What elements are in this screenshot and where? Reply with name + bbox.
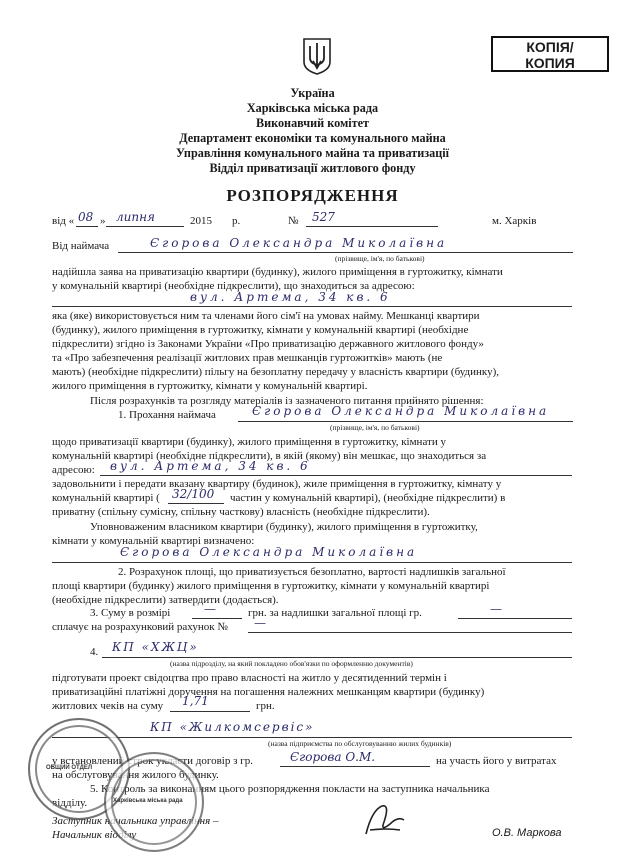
date-prefix: від « <box>52 215 75 227</box>
p4-line2: комунальній квартирі (необхідне підкреслити), в якій (якому) він мешкає, що знаходиться за <box>52 450 487 462</box>
p12-line2: відділу. <box>52 797 88 809</box>
p9-label: 4. <box>90 646 99 658</box>
p3-name-line <box>238 421 573 422</box>
p6-line2: кімнати у комунальній квартирі визначено: <box>52 535 255 547</box>
p2-line1: яка (яке) використовується ним та членами його сім'ї на умовах найму. Мешканці квартири <box>52 310 480 322</box>
p8-account-dash: — <box>254 616 266 630</box>
header-council: Харківська міська рада <box>246 101 379 115</box>
date-day-line <box>76 226 98 227</box>
amount: 1,71 <box>182 694 209 708</box>
p4-line1: щодо приватизації квартири (будинку), жилого приміщення в гуртожитку, кімнати у <box>52 436 446 448</box>
p7-line1: 2. Розрахунок площі, що приватизується безоплатно, вартості надлишків загальної <box>118 566 506 578</box>
date-suffix: р. <box>232 215 241 227</box>
header-directorate: Управління комунального майна та приватизації <box>175 146 450 160</box>
applicant-caption: (прізвище, ім'я, по батькові) <box>335 254 425 263</box>
p8-person-line <box>458 618 572 619</box>
number-line <box>306 226 438 227</box>
header-country: Україна <box>290 86 335 100</box>
signer-name: О.В. Маркова <box>492 827 562 839</box>
applicant-line <box>118 252 573 253</box>
p8-person-dash: — <box>490 602 502 616</box>
copy-stamp-line1: КОПІЯ/ <box>526 39 574 55</box>
p6-line1: Уповноваженим власником квартири (будинку), жилого приміщення в гуртожитку, <box>90 521 478 533</box>
document-title: РОЗПОРЯДЖЕННЯ <box>226 186 399 205</box>
header-department: Департамент економіки та комунального майна <box>179 131 446 145</box>
owner: Єгорова Олександра Миколаївна <box>120 545 418 559</box>
service-line <box>52 737 572 738</box>
number-label: № <box>288 215 299 227</box>
footer-role-line2: Начальник відділу <box>52 829 137 841</box>
p10-line3a: житлових чеків на суму <box>52 700 164 712</box>
document-number: 527 <box>312 210 335 224</box>
p2-line2: (будинку), жилого приміщення в гуртожитку, кімнати у комунальній квартирі (необхідне <box>52 324 469 336</box>
p10-line2: приватизаційні платіжні доручення на погашення належних мешканцям квартири (будинку) <box>52 686 485 698</box>
p3-name: Єгорова Олександра Миколаївна <box>252 404 550 418</box>
applicant-name: Єгорова Олександра Миколаївна <box>150 236 448 250</box>
document-page: КОПІЯ/ КОПИЯ Україна Харківська міська рада Виконавчий комітет Департамент економіки та комунального майна Управління комунального майна та приватизації Відділ приватизації житлового фонду РОЗПОРЯДЖЕННЯ від « 08 » липня 2015 р. № 527 м. Харків Від наймача Єгорова Олександра Миколаївна (прізвище, ім'я, по батькові) надійшла заява на приватизацію квартири (будинку), жилого приміщення в гуртожитку, кімнати у комунальній квартирі (необхідне підкреслити), що знаходиться за адресою: вул. Артема, 34 кв. 6 яка (яке) використовується ним та членами його сім'ї на умовах найму. Мешканці квартири (будинку), жилого приміщення в гуртожитку, кімнати у комунальній квартирі (необхідне підкреслити) згідно із Законами України «Про приватизацію державного житлового фонду» та «Про забезпечення реалізації житлових прав мешканців гуртожитків» мають (не мають) (необхідне підкреслити) пільгу на безоплатну передачу у власність квартири (будинку), жилого приміщення в гуртожитку, кімнати у комунальній квартирі. Після розрахунків та розгляду матеріалів із зазначеного питання прийнято рішення: 1. Прохання наймача Єгорова Олександра Миколаївна (прізвище, ім'я, по батькові) щодо приватизації квартири (будинку), жилого приміщення в гуртожитку, кімнати у комунальній квартирі (необхідне підкреслити), в якій (якому) він мешкає, що знаходиться за адресою: вул. Артема, 34 кв. 6 задовольнити і передати вказану квартиру (будинок), жиле приміщення в гуртожитку, кімнату у комунальній квартирі ( 32/100 частин у комунальній квартирі), (необхідне підкреслити) в приватну (спільну сумісну, спільну часткову) власність (необхідне підкреслити). Уповноваженим власником квартири (будинку), жилого приміщення в гуртожитку, кімнати у комунальній квартирі визначено: Єгорова Олександра Миколаївна 2. Розрахунок площі, що приватизується безоплатно, вартості надлишків загальної площі квартири (будинку) жилого приміщення в гуртожитку, кімнати у комунальній квартирі (необхідне підкреслити) затвердити (додається). 3. Суму в розмірі — грн. за надлишки загальної площі гр. — сплачує на розрахунковий рахунок № — 4. КП «ХЖЦ» (назва підрозділу, на який покладено обов'язки по оформленню документів) підготувати проект свідоцтва про право власності на житло у десятиденний термін і приватизаційні платіжні доручення на погашення належних мешканцям квартири (будинку) житлових чеків на суму 1,71 грн. КП «Жилкомсервіс» (назва підприємства по обслуговуванню жилих будинків) у встановлений строк укласти договір з гр. Єгорова О.М. на участь його у витратах на обслуговування жилого будинку. 5. Контроль за виконанням цього розпорядження покласти на заступника начальника відділу. Заступник начальника управління – Начальник відділу О.В. Маркова ОБЩИЙ ОТДЕЛ Харківська міська рада <box>0 0 625 867</box>
p7-line3: (необхідне підкреслити) затвердити (додається). <box>52 594 279 606</box>
p10-line1: підготувати проект свідоцтва про право власності на житло у десятиденний термін і <box>52 672 447 684</box>
p2-line5: мають) (необхідне підкреслити) пільгу на безоплатну передачу у власність квартири (будинку), <box>52 366 500 378</box>
p3-line1: Після розрахунків та розгляду матеріалів із зазначеного питання прийнято рішення: <box>90 395 484 407</box>
owner-line <box>52 562 572 563</box>
applicant-label: Від наймача <box>52 240 110 252</box>
p2-line3: підкреслити) згідно із Законами України «Про приватизацію державного житлового фонду» <box>52 338 484 350</box>
p10-line3b: грн. <box>256 700 275 712</box>
p5-line3: приватну (спільну сумісну, спільну часткову) власність (необхідне підкреслити). <box>52 506 430 518</box>
p11-line1a: у встановлений строк укласти договір з гр. <box>52 755 253 767</box>
p12-line1: 5. Контроль за виконанням цього розпорядження покласти на заступника начальника <box>90 783 490 795</box>
date-year: 2015 <box>190 215 212 227</box>
address1: вул. Артема, 34 кв. 6 <box>190 290 391 304</box>
p5-line1: задовольнити і передати вказану квартиру (будинок), жиле приміщення в гуртожитку, кімнату у <box>52 478 502 490</box>
p8-line1a: 3. Суму в розмірі <box>90 607 171 619</box>
p3-item1: 1. Прохання наймача <box>118 409 216 421</box>
p8-sum-line <box>192 618 242 619</box>
p1-line2: у комунальній квартирі (необхідне підкреслити), що знаходиться за адресою: <box>52 280 415 292</box>
city: м. Харків <box>492 215 537 227</box>
footer-role-line1: Заступник начальника управління – <box>52 815 219 827</box>
date-day: 08 <box>78 210 94 224</box>
service: КП «Жилкомсервіс» <box>150 720 315 734</box>
p3-caption: (прізвище, ім'я, по батькові) <box>330 423 420 432</box>
signature-icon <box>360 800 410 840</box>
p5-line2b: частин у комунальній квартирі), (необхідне підкреслити) в <box>230 492 506 504</box>
seal-left-text: ОБЩИЙ ОТДЕЛ <box>46 765 93 771</box>
copy-stamp <box>491 36 609 72</box>
p9-caption: (назва підрозділу, на який покладено обов'язки по оформленню документів) <box>170 659 413 668</box>
header-division: Відділ приватизації житлового фонду <box>209 161 416 175</box>
p8-sum-dash: — <box>204 602 216 616</box>
p8-account-line <box>248 632 572 633</box>
p11-name-line <box>280 766 430 767</box>
share: 32/100 <box>172 487 215 501</box>
p1-line1: надійшла заява на приватизацію квартири (будинку), жилого приміщення в гуртожитку, кімнати <box>52 266 503 278</box>
coat-of-arms-icon <box>301 36 333 76</box>
p11-line2: на обслуговування жилого будинку. <box>52 769 219 781</box>
unit: КП «ХЖЦ» <box>112 640 199 654</box>
p4-address-label: адресою: <box>52 464 95 476</box>
seal-center-text: Харківська міська рада <box>113 798 183 804</box>
p7-line2: площі квартири (будинку) жилого приміщення в гуртожитку, кімнати у комунальній квартирі <box>52 580 490 592</box>
date-month-line <box>106 226 184 227</box>
p5-line2a: комунальній квартирі ( <box>52 492 160 504</box>
share-line <box>168 503 224 504</box>
p8-line2: сплачує на розрахунковий рахунок № <box>52 621 228 633</box>
address1-line <box>52 306 572 307</box>
unit-line <box>102 657 572 658</box>
date-month: липня <box>116 210 155 224</box>
p2-line6: жилого приміщення в гуртожитку, кімнати у комунальній квартирі. <box>52 380 368 392</box>
p11-line1b: на участь його у витратах <box>436 755 557 767</box>
copy-stamp-line2: КОПИЯ <box>525 55 575 71</box>
p11-caption: (назва підприємства по обслуговуванню жилих будинків) <box>268 739 452 748</box>
address2: вул. Артема, 34 кв. 6 <box>110 459 311 473</box>
header-committee: Виконавчий комітет <box>255 116 370 130</box>
p2-line4: та «Про забезпечення реалізації житлових прав мешканців гуртожитків» мають (не <box>52 352 443 364</box>
p8-line1b: грн. за надлишки загальної площі гр. <box>248 607 422 619</box>
amount-line <box>170 711 250 712</box>
p11-name: Єгорова О.М. <box>290 750 376 764</box>
address2-line <box>100 475 572 476</box>
